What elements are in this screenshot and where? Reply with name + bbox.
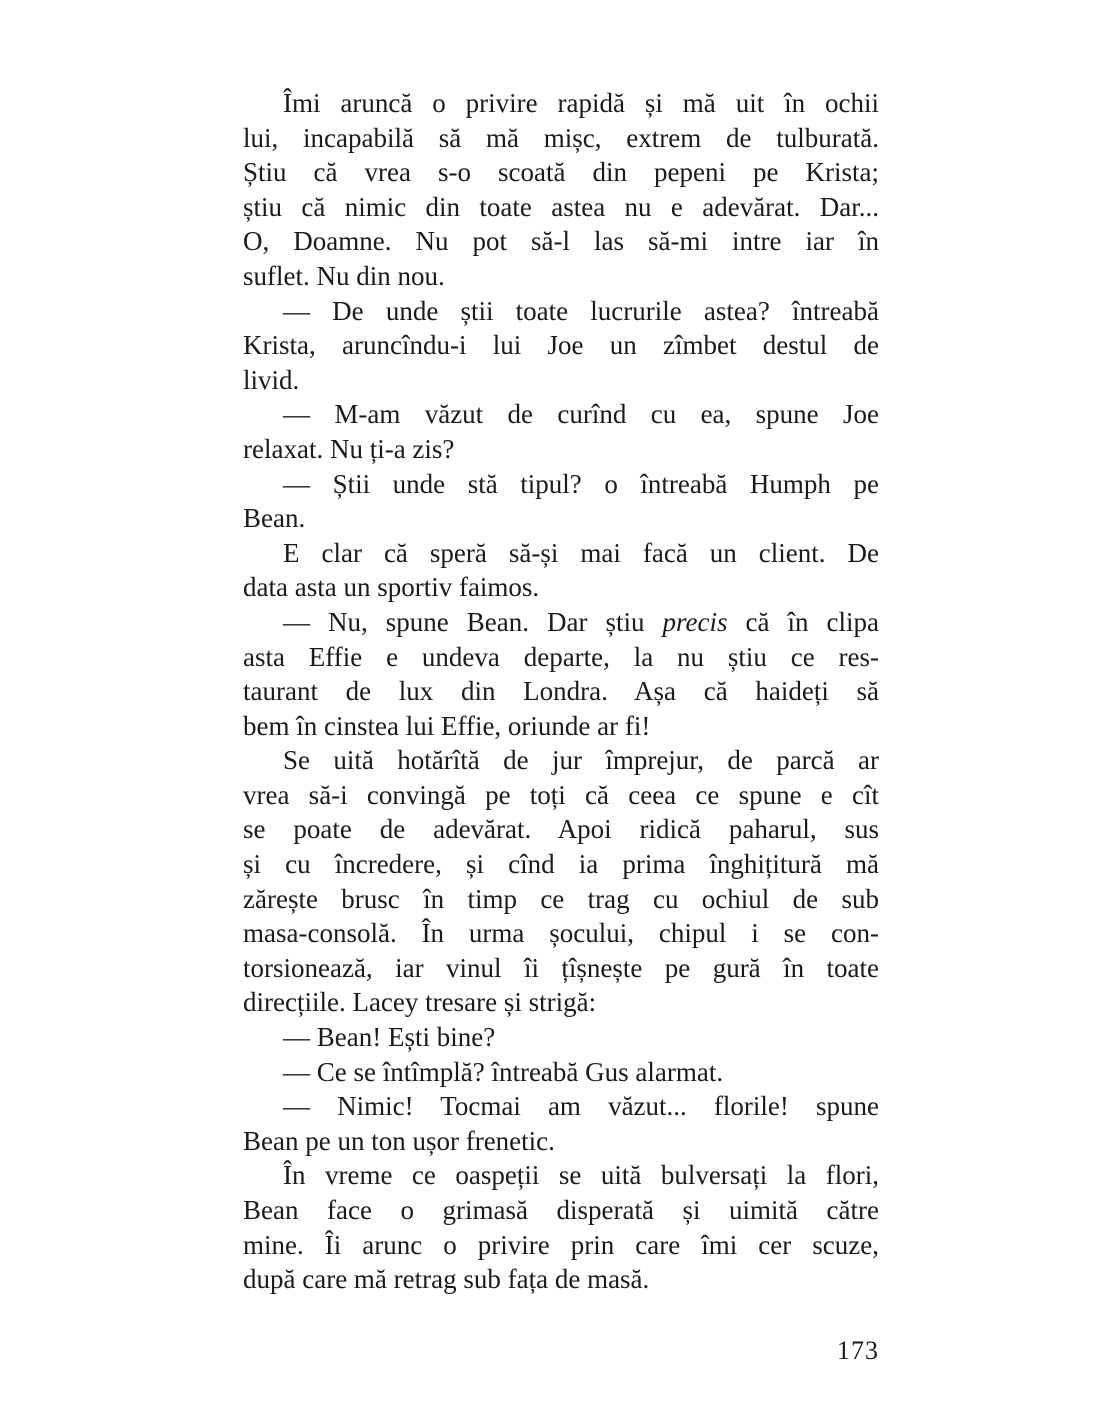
paragraph <box>243 86 879 294</box>
text-line: lui, incapabilă să mă mișc, extrem de tulburată. <box>243 122 879 153</box>
paragraph <box>243 397 879 466</box>
text-line: mine. Îi arunc o privire prin care îmi cer scuze, <box>243 1229 879 1260</box>
text-line: și cu încredere, și cînd ia prima înghițitură mă <box>243 849 879 880</box>
text-line: masa-consolă. În urma șocului, chipul i se con- <box>243 918 879 949</box>
paragraph <box>243 294 879 398</box>
paragraph <box>243 605 879 743</box>
paragraph <box>243 536 879 605</box>
text-line: taurant de lux din Londra. Așa că haideți să <box>243 676 879 707</box>
page-number: 173 <box>837 1336 879 1365</box>
text-line: data asta un sportiv faimos. <box>243 572 540 603</box>
text-line: știu că nimic din toate astea nu e adevărat. Dar... <box>243 191 879 222</box>
text-line: direcțiile. Lacey tresare și strigă: <box>243 987 597 1018</box>
text-line: — De unde știi toate lucrurile astea? întreabă <box>283 295 879 326</box>
text-line: bem în cinstea lui Effie, oriunde ar fi! <box>243 710 651 741</box>
text-line: asta Effie e undeva departe, la nu știu ce res- <box>243 641 879 672</box>
paragraph <box>243 1089 879 1158</box>
text-line: E clar că speră să-și mai facă un client. De <box>283 537 879 568</box>
text-line: torsionează, iar vinul îi țîșnește pe gură în toate <box>243 952 879 983</box>
text-line: Îmi aruncă o privire rapidă și mă uit în ochii <box>283 88 879 118</box>
paragraph <box>243 1055 879 1090</box>
paragraph <box>243 467 879 536</box>
text-line: — Bean! Ești bine? <box>283 1022 496 1053</box>
text-line: — Ce se întîmplă? întreabă Gus alarmat. <box>283 1056 724 1087</box>
text-line: zărește brusc în timp ce trag cu ochiul de sub <box>243 883 879 914</box>
text-line: — Nu, spune Bean. Dar știu precis că în clipa <box>283 606 879 637</box>
text-line: — Știi unde stă tipul? o întreabă Humph pe <box>283 468 879 499</box>
paragraph <box>243 1020 879 1055</box>
text-line: Se uită hotărîtă de jur împrejur, de parcă ar <box>283 745 879 776</box>
text-line: O, Doamne. Nu pot să-l las să-mi intre iar în <box>243 226 879 257</box>
text-line: relaxat. Nu ți-a zis? <box>243 433 455 464</box>
text-line: vrea să-i convingă pe toți că ceea ce spune e cît <box>243 779 879 810</box>
text-line: — M-am văzut de curînd cu ea, spune Joe <box>283 399 879 430</box>
text-line: Krista, aruncîndu-i lui Joe un zîmbet destul de <box>243 330 879 361</box>
text-line: În vreme ce oaspeții se uită bulversați la flori, <box>283 1160 879 1191</box>
text-line: livid. <box>243 364 300 395</box>
text-line: Bean face o grimasă disperată și uimită către <box>243 1195 879 1225</box>
text-line: suflet. Nu din nou. <box>243 260 445 291</box>
body-text <box>243 86 879 1297</box>
italic-text: precis <box>662 606 728 637</box>
text-line: — Nimic! Tocmai am văzut... florile! spune <box>283 1091 879 1122</box>
text-line: Știu că vrea s-o scoată din pepeni pe Krista; <box>243 157 879 188</box>
paragraph <box>243 1158 879 1296</box>
paragraph <box>243 743 879 1020</box>
text-line: se poate de adevărat. Apoi ridică paharul, sus <box>243 814 879 845</box>
text-line: după care mă retrag sub fața de masă. <box>243 1264 650 1295</box>
text-line: Bean pe un ton ușor frenetic. <box>243 1125 555 1156</box>
text-line: Bean. <box>243 503 306 534</box>
